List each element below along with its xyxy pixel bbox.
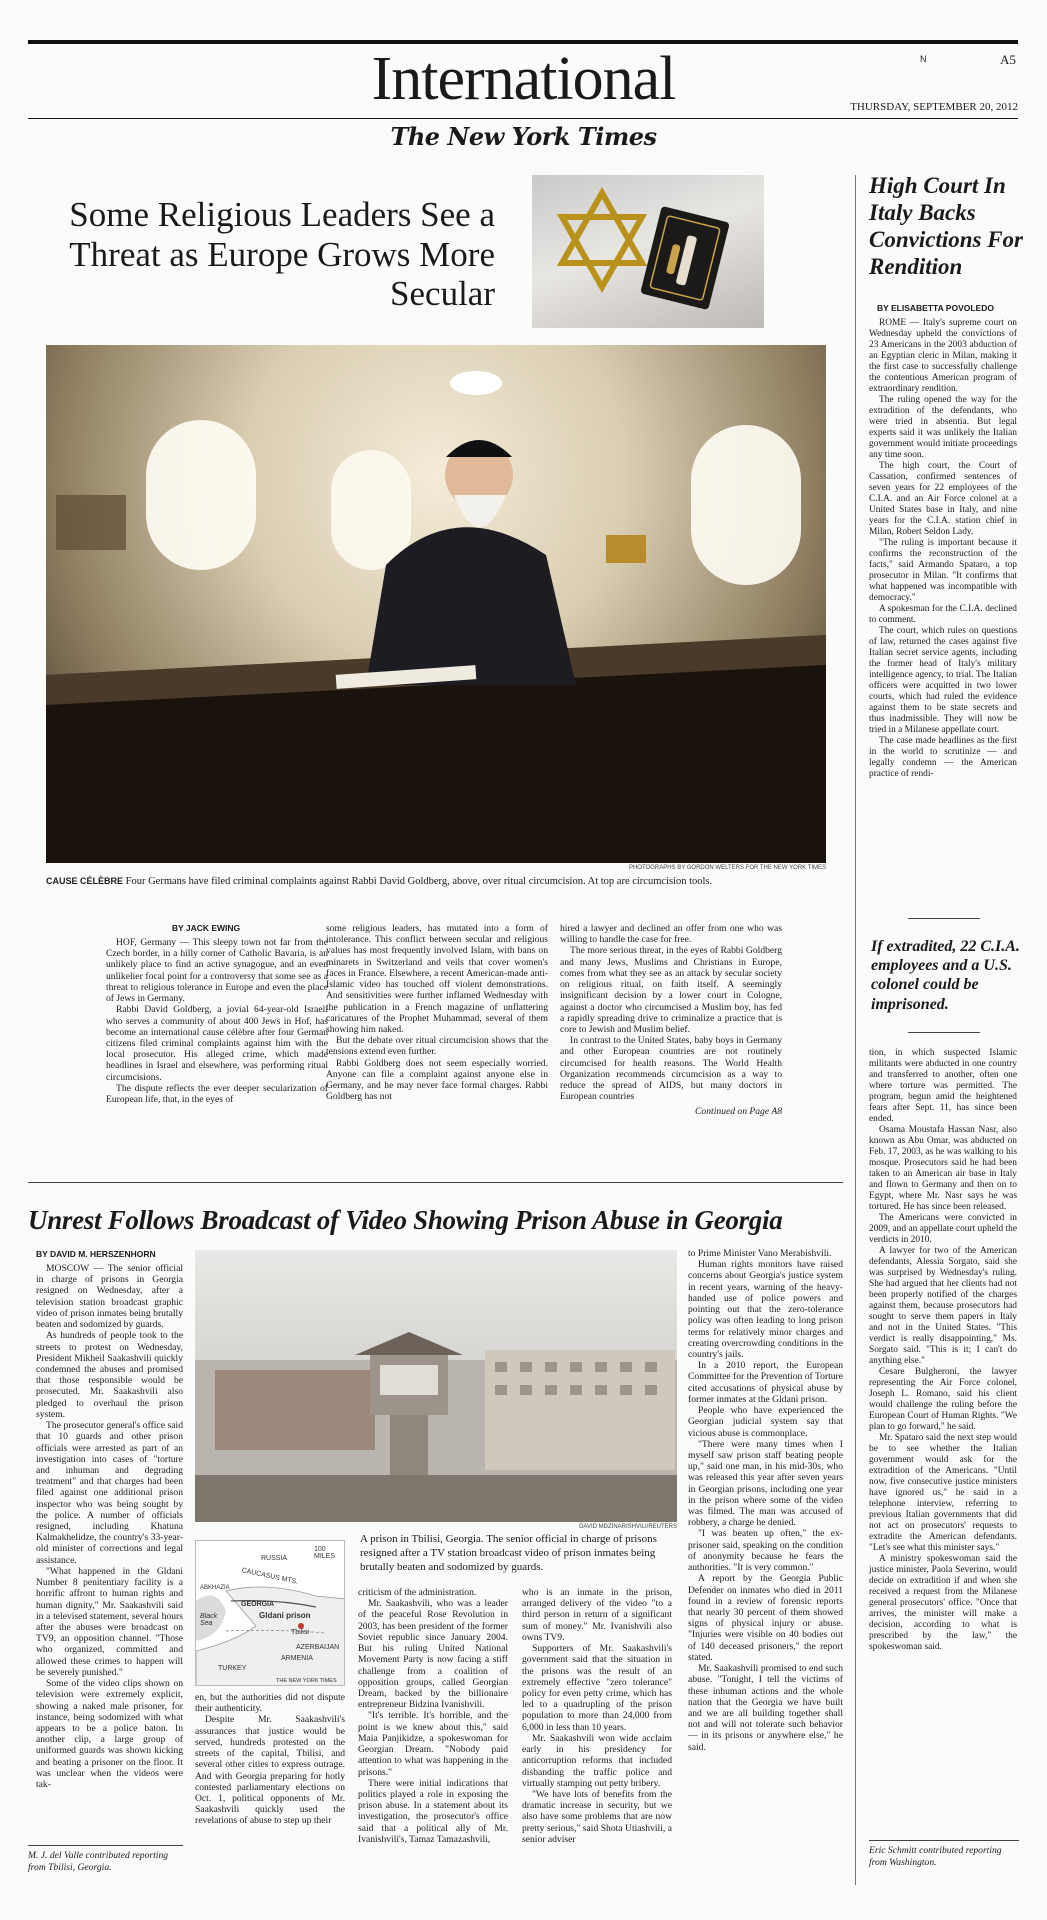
paragraph: Despite Mr. Saakashvili's assurances that justice would be served, hundreds protested on the streets of the capital, Tbilisi, and several other cities to express outrage. And with Georgia preparing for hotly contested parliamentary elections on Oct. 1, political opponents of Mr. Saakashvili quickly used the revelations of abuse to step up their bbox=[195, 1714, 345, 1827]
side-headline: High Court In Italy Backs Convictions For Rendition bbox=[869, 173, 1024, 280]
georgia-column-2 bbox=[195, 1692, 345, 1827]
map-label-georgia: GEORGIA bbox=[241, 1601, 275, 1608]
georgia-column-1 bbox=[36, 1263, 183, 1790]
paragraph: Human rights monitors have raised concerns about Georgia's justice system in recent years, warning of the heavy-handed use of police powers and pointing out that the zero-tolerance policy was often leading to long prison terms for relatively minor charges and creating overcrowding conditions in the country's jails. bbox=[688, 1259, 843, 1360]
paragraph: Rabbi Goldberg does not seem especially worried. Anyone can file a complaint against anyone else in Germany, and he may never face formal charges. Rabbi Goldberg has not bbox=[326, 1057, 548, 1103]
georgia-contributor-note: M. J. del Valle contributed reporting from Tbilisi, Georgia. bbox=[28, 1850, 169, 1873]
paragraph: "What happened in the Gldani Number 8 penitentiary facility is a horrific affront to human rights and human dignity," Mr. Saakashvili said in a televised statement, several hours after the abuses were broadcast on TV9, an opposition channel. "Those who organized, committed and allowed these crimes to happen will be severely punished." bbox=[36, 1565, 183, 1678]
lead-column-1 bbox=[106, 937, 328, 1105]
paragraph: The court, which rules on questions of law, returned the cases against five Italian secret service agents, including the former head of Italy's military intelligence agency, to trial. The Italian officers were acquitted in two lower courts, which had ruled the evidence against them to be state secrets and thus inadmissible. They will now be tried in a Milanese appellate court. bbox=[869, 626, 1017, 735]
paragraph: "The ruling is important because it confirms the reconstruction of the facts," said Armando Spataro, a top prosecutor in Milan. "It confirms that what happened was incompatible with democracy." bbox=[869, 538, 1017, 603]
paragraph: HOF, Germany — This sleepy town not far from the Czech border, in a hilly corner of Catholic Bavaria, is an unlikely place to find an active synagogue, and an even unlikelier focal point for a controversy that some see as a threat to religious tolerance in Europe and even the place of Jews in Germany. bbox=[106, 937, 328, 1005]
newspaper-logo: The New York Times bbox=[390, 122, 657, 151]
paragraph: The case made headlines as the first in the world to scrutinize — and legally condemn — the American practice of rendi- bbox=[869, 736, 1017, 779]
paragraph: criticism of the administration. bbox=[358, 1587, 477, 1598]
lead-column-3 bbox=[560, 923, 782, 1117]
paragraph: "We have lots of benefits from the dramatic increase in security, but we also have some problems that are now pretty serious," said Shota Utiashvili, a senior adviser bbox=[522, 1788, 672, 1845]
paragraph: A spokesman for the C.I.A. declined to comment. bbox=[869, 604, 1017, 625]
paragraph: The high court, the Court of Cassation, confirmed sentences of seven years for 22 employees of the C.I.A. and an Air Force colonel at a United States base in Italy, and nine years for the C.I.A. station chief in Milan, Robert Seldon Lady. bbox=[869, 461, 1017, 537]
paragraph: The Americans were convicted in 2009, and an appellate court upheld the verdicts in 2010. bbox=[869, 1213, 1017, 1245]
side-note-rule bbox=[869, 1840, 1019, 1841]
masthead-rule bbox=[28, 118, 1018, 119]
map-label-abkhazia: ABKHAZIA bbox=[200, 1585, 230, 1591]
paragraph: A report by the Georgia Public Defender on inmates who died in 2011 found in a review of forensic reports that nearly 30 percent of them showed signs of physical injury or abuse. "Injuries were visible on 40 bodies out of 140 deceased prisoners," the report stated. bbox=[688, 1573, 843, 1663]
paragraph: A ministry spokeswoman said the justice minister, Paola Severino, would decide on extradition if and when she received a request from the Milanese general prosecutors' office. "Once that arrives, the minister will make a decision, according to what is prescribed by the law," the spokeswoman said. bbox=[869, 1554, 1017, 1652]
paragraph: Supporters of Mr. Saakashvili's government said that the situation in the prisons was the result of an extremely effective "zero tolerance" policy for even petty crime, which has led to a quadrupling of the prison population to more than 24,000 from 6,000 in less than 10 years. bbox=[522, 1643, 672, 1733]
map-label-azerbaijan: AZERBAIJAN bbox=[296, 1644, 340, 1651]
classroom-scene-icon bbox=[46, 345, 826, 863]
paragraph: ROME — Italy's supreme court on Wednesday upheld the convictions of 23 Americans in the 2003 abduction of an Egyptian cleric in Milan, making it the first case to successfully challenge the contentious American program of extraordinary rendition. bbox=[869, 318, 1017, 394]
paragraph: hired a lawyer and declined an offer from one who was willing to handle the case for free. bbox=[560, 923, 782, 946]
lead-photo-credit: PHOTOGRAPHS BY GORDON WELTERS FOR THE NEW YORK TIMES bbox=[628, 865, 826, 871]
map-credit: THE NEW YORK TIMES bbox=[276, 1678, 337, 1684]
map-scale: 100 MILES bbox=[314, 1546, 336, 1560]
map-label-armenia: ARMENIA bbox=[281, 1655, 313, 1662]
lead-headline: Some Religious Leaders See a Threat as Europe Grows More Secular bbox=[69, 195, 495, 314]
section-title: International bbox=[371, 45, 676, 113]
map-label-prison: Gldani prison bbox=[259, 1611, 311, 1620]
map-label-sea: Black Sea bbox=[200, 1613, 218, 1627]
paragraph: The more serious threat, in the eyes of Rabbi Goldberg and many Jews, Muslims and Christians in Europe, comes from what they see as an attack by secular society on religious ritual, on faith itself. A seemingly insignificant decision by a lower court in Cologne, against a doctor who circumcised a Muslim boy, has fed a rapidly spreading drive to criminalize a practice that is core to Jewish and Muslim belief. bbox=[560, 945, 782, 1035]
star-of-david-icon bbox=[532, 175, 764, 328]
georgia-headline: Unrest Follows Broadcast of Video Showing Prison Abuse in Georgia bbox=[28, 1205, 783, 1235]
caption-text: Four Germans have filed criminal complaints against Rabbi David Goldberg, above, over ritual circumcision. At top are circumcision tools. bbox=[125, 876, 713, 887]
paragraph: Some of the video clips shown on television were extremely explicit, showing a naked male prisoner, for instance, being sodomized with what appears to be a police baton. In another clip, a large group of uniformed guards was shown kicking and beating a prisoner on the floor. It was unclear when the videos were tak- bbox=[36, 1678, 183, 1791]
prison-tower-icon bbox=[195, 1250, 677, 1522]
tools-photo bbox=[532, 175, 764, 328]
edition-label: N bbox=[920, 54, 927, 64]
caption-label: CAUSE CÉLÈBRE bbox=[46, 876, 124, 886]
paragraph: People who have experienced the Georgian judicial system say that vicious abuse is commonplace. bbox=[688, 1405, 843, 1439]
paragraph: Mr. Saakashvili, who was a leader of the peaceful Rose Revolution in 2003, has been president of the former Soviet republic since January 2004. But his ruling United National Movement Party is now facing a stiff challenge from a coalition of opposition groups, called Georgian Dream, backed by the billionaire entrepreneur Bidzina Ivanishvili. bbox=[358, 1598, 508, 1711]
side-contributor-note: Eric Schmitt contributed reporting from Washington. bbox=[869, 1845, 1002, 1868]
paragraph: "It's terrible. It's horrible, and the point is we knew about this," said Maia Panjikidze, a spokeswoman for Georgian Dream. "Nobody paid attention to what was happening in the prisons." bbox=[358, 1710, 508, 1778]
section-divider bbox=[28, 1182, 843, 1183]
georgia-map bbox=[195, 1540, 345, 1686]
georgia-column-4 bbox=[522, 1587, 672, 1845]
lead-caption bbox=[46, 875, 836, 888]
paragraph: The ruling opened the way for the extradition of the defendants, who were tried in absentia. But legal experts said it was unlikely the Italian government would initiate proceedings any time soon. bbox=[869, 395, 1017, 460]
side-column-bottom bbox=[869, 1048, 1017, 1653]
pullquote-rule-top bbox=[908, 918, 980, 919]
paragraph: Cesare Bulgheroni, the lawyer representing the Air Force colonel, Joseph L. Romano, said his client would challenge the ruling before the European Court of Human Rights. "We plan to go forward," he said. bbox=[869, 1367, 1017, 1432]
paragraph: A lawyer for two of the American defendants, Alessia Sorgato, said she was surprised by Wednesday's ruling. She had argued that her clients had not been properly notified of the charges against them, because prosecutors had sought to serve them papers in Italy and not in the United States. "This verdict is really disappointing," Ms. Sorgato said. "This is it; I can't do anything else." bbox=[869, 1246, 1017, 1366]
rabbi-photo bbox=[46, 345, 826, 863]
paragraph: In a 2010 report, the European Committee for the Prevention of Torture cited accusations of physical abuse by former inmates at the Gldani prison. bbox=[688, 1360, 844, 1405]
paragraph: The dispute reflects the ever deeper secularization of European life, that, in the eyes of bbox=[106, 1082, 328, 1106]
georgia-byline: BY DAVID M. HERSZENHORN bbox=[36, 1249, 156, 1259]
top-rule bbox=[28, 40, 1018, 44]
side-column-top bbox=[869, 318, 1017, 780]
paragraph: Mr. Saakashvili won wide acclaim early in his presidency for anticorruption reforms that included disbanding the traffic police and virtually stamping out petty bribery. bbox=[522, 1732, 672, 1789]
pullquote: If extradited, 22 C.I.A. employees and a U.S. colonel could be imprisoned. bbox=[871, 938, 1020, 1013]
paragraph: The prosecutor general's office said that 10 guards and other prison officials were arrested as part of an investigation into cases of "torture and inhuman and degrading treatment" and that charges had been filed against one additional prison inspector who was being sought by the police. A number of officials resigned, including Khatuna Kalmakhelidze, the country's 33-year-old minister of corrections and legal assistance. bbox=[36, 1420, 183, 1566]
map-label-turkey: TURKEY bbox=[218, 1665, 247, 1672]
dateline: THURSDAY, SEPTEMBER 20, 2012 bbox=[850, 101, 1018, 113]
prison-photo bbox=[195, 1250, 677, 1522]
georgia-column-3 bbox=[358, 1587, 508, 1845]
paragraph: As hundreds of people took to the streets to protest on Wednesday, President Mikheil Saakashvili quickly condemned the abuses and promised that those responsible would be prosecuted. Mr. Saakashvili also pledged to overhaul the prison system. bbox=[36, 1330, 183, 1420]
map-label-range: CAUCASUS MTS. bbox=[240, 1567, 299, 1586]
pullquote-rule-bottom bbox=[908, 1032, 980, 1033]
paragraph: But the debate over ritual circumcision shows that the tensions extend even further. bbox=[326, 1035, 548, 1058]
paragraph: Mr. Spataro said the next step would be to see whether the Italian government would ask for the extradition of the Americans. "Until now, five consecutive justice ministers have ignored us," he said in a telephone interview, referring to previous Italian governments that did not act on prosecutors' requests to extradite the American defendants. "Let's see what this minister says." bbox=[869, 1433, 1017, 1553]
paragraph: some religious leaders, has mutated into a form of intolerance. This conflict between secular and religious values has most frequently involved Islam, with bans on minarets in Switzerland and veils that cover women's faces in France. Elsewhere, a recent American-made anti-Islamic video has touched off violent demonstrations. And sensitivities were further inflamed Wednesday with the publication in a French magazine of unflattering caricatures of the Prophet Muhammad, several of them showing him naked. bbox=[326, 923, 548, 1035]
prison-caption: A prison in Tbilisi, Georgia. The senior official in charge of prisons resigned after a TV station broadcast video of prison inmates being brutally beaten and sodomized by guards. bbox=[360, 1533, 657, 1573]
page-number: A5 bbox=[1000, 52, 1016, 67]
paragraph: tion, in which suspected Islamic militants were abducted in one country and transferred to another, often one where torture was permitted. The program, begun amid the heightened fears after Sept. 11, has since been ended. bbox=[869, 1048, 1017, 1124]
map-label-russia: RUSSIA bbox=[261, 1555, 288, 1562]
georgia-column-5 bbox=[688, 1248, 843, 1753]
paragraph: who is an inmate in the prison, arranged delivery of the video "to a third person in return of a significant sum of money." Mr. Ivanishvili also owns TV9. bbox=[522, 1587, 672, 1643]
lead-column-2 bbox=[326, 923, 548, 1103]
georgia-note-rule bbox=[28, 1845, 183, 1846]
side-byline: BY ELISABETTA POVOLEDO bbox=[877, 303, 994, 313]
paragraph: In contrast to the United States, baby boys in Germany and other European countries are not routinely circumcised for health reasons. The World Health Organization recommends circumcision as a way to reduce the spread of AIDS, but many doctors in European countries bbox=[560, 1035, 782, 1103]
lead-byline: BY JACK EWING bbox=[171, 923, 241, 933]
paragraph: "I was beaten up often," the ex-prisoner said, speaking on the condition of anonymity because he fears the authorities. "It is very common." bbox=[688, 1528, 843, 1574]
prison-photo-credit: DAVID MDZINARISHVILI/REUTERS bbox=[579, 1524, 677, 1530]
paragraph: en, but the authorities did not dispute their authenticity. bbox=[195, 1692, 345, 1715]
column-rule bbox=[855, 175, 856, 1885]
paragraph: "There were many times when I myself saw prison staff beating people up," said one man, in his mid-30s, who was released this year after seven years in Georgian prisons, including one year in the prison where some of the video was filmed. The man was accused of robbery, a charge he denied. bbox=[688, 1438, 843, 1529]
paragraph: Osama Moustafa Hassan Nasr, also known as Abu Omar, was abducted on Feb. 17, 2003, as he was walking to his mosque. Prosecutors said he had been taken to an American air base in Italy and flown to Germany and then on to Egypt, where Mr. Nasr says he was tortured. He has since been released. bbox=[869, 1125, 1017, 1212]
continued-link[interactable]: Continued on Page A8 bbox=[695, 1105, 782, 1117]
paragraph: MOSCOW — The senior official in charge of prisons in Georgia resigned on Wednesday, after a television station broadcast graphic video of prison inmates being brutally beaten and sodomized by guards. bbox=[36, 1263, 183, 1331]
paragraph: Mr. Saakashvili promised to end such abuse. "Tonight, I tell the victims of these inhuman actions and the whole nation that the Georgia we have built and we are all building together shall not and will not tolerate such behavior — in its prisons or anywhere else," he said. bbox=[688, 1663, 843, 1753]
paragraph: There were initial indications that politics played a role in exposing the prison abuse. In a statement about its investigation, the prosecutor's office said that a political ally of Mr. Ivanishvili's, Tamaz Tamazashvili, bbox=[358, 1777, 508, 1845]
paragraph: Rabbi David Goldberg, a jovial 64-year-old Israeli who serves a community of about 400 Jews in Hof, has become an international cause célèbre after four German citizens filed criminal complaints against him with the local prosecutor. His alleged crime, which made headlines in Israel and elsewhere, was performing ritual circumcisions. bbox=[106, 1004, 328, 1083]
map-label-tbilisi: Tbilisi bbox=[291, 1629, 309, 1636]
paragraph: to Prime Minister Vano Merabishvili. bbox=[688, 1248, 832, 1259]
